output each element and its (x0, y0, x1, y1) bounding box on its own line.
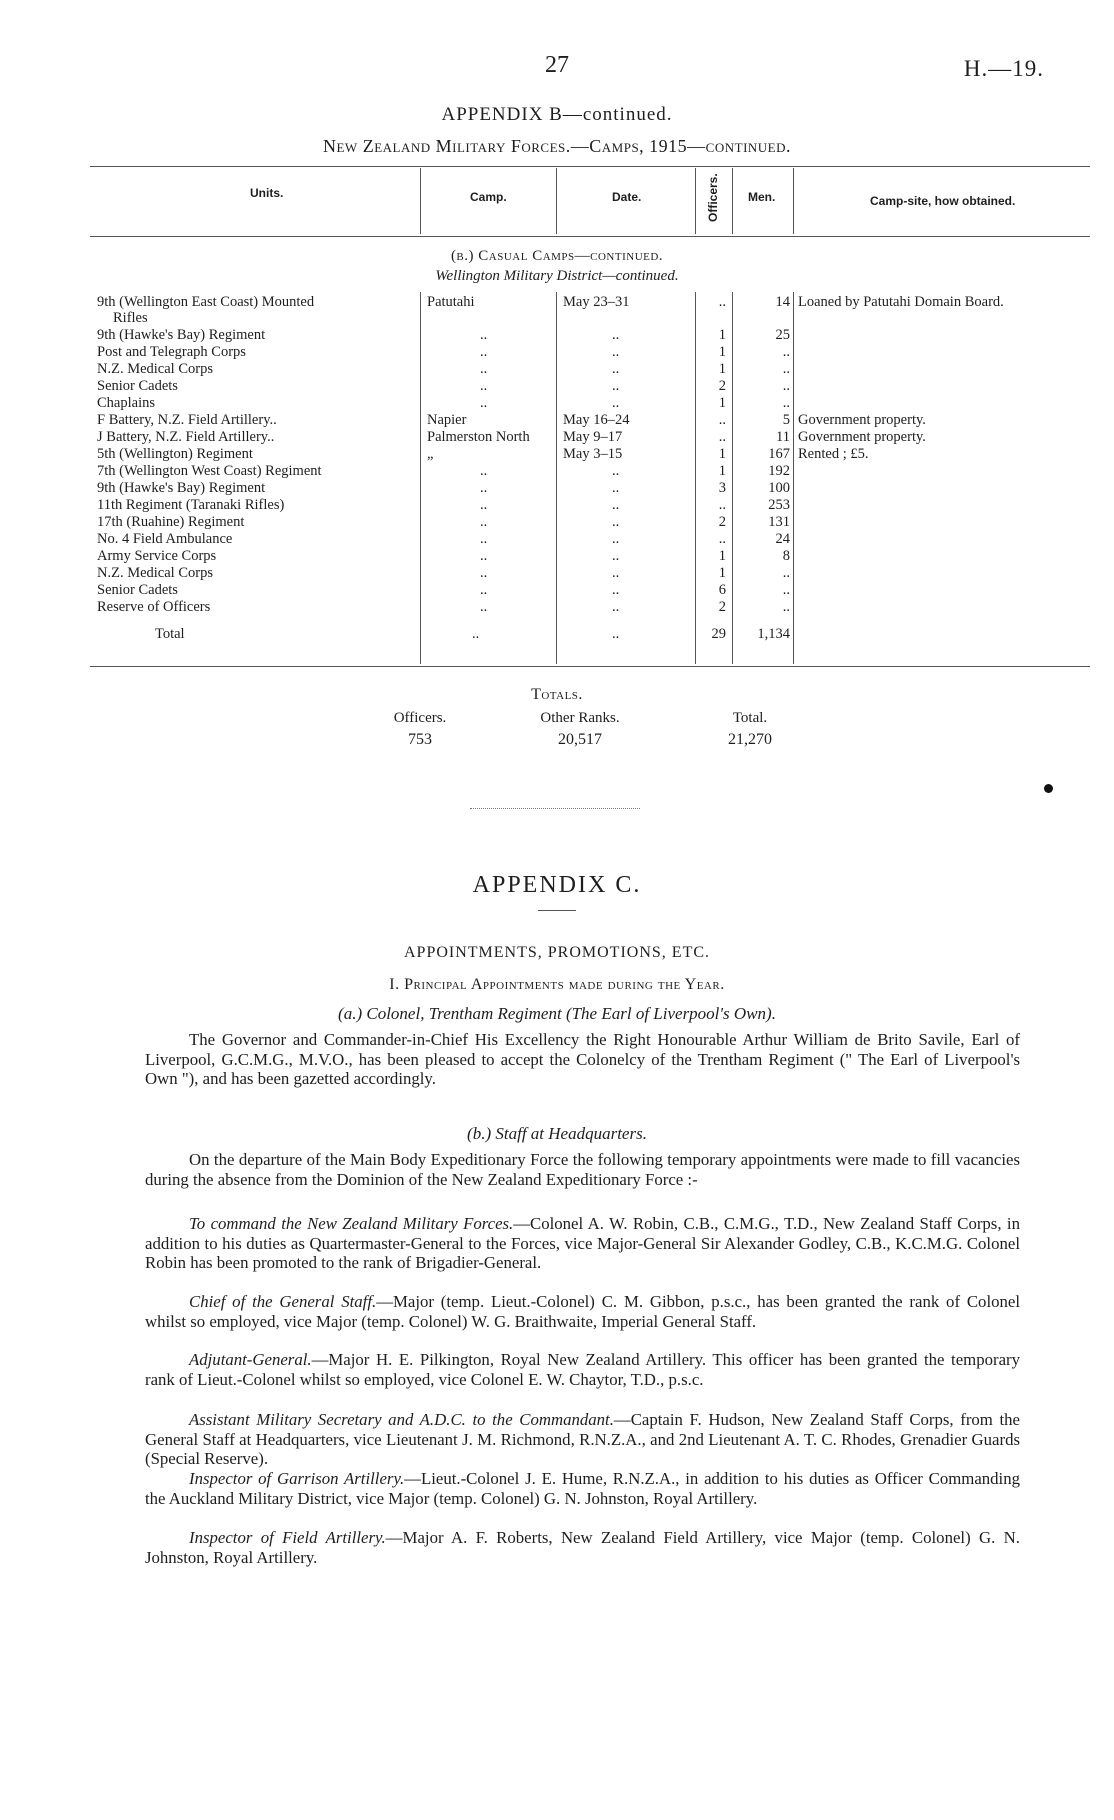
camp-cell: .. (480, 531, 488, 547)
col-header-officers: Officers. (706, 173, 720, 223)
table-row (0, 294, 1114, 310)
unit-cell: 9th (Hawke's Bay) Regiment (97, 480, 266, 496)
section-heading: (b.) Casual Camps—continued. (450, 248, 664, 264)
col-header-camp: Camp. (470, 190, 507, 204)
date-cell: .. (612, 463, 620, 479)
table-row (0, 412, 1114, 428)
date-cell: .. (612, 497, 620, 513)
men-cell: 192 (768, 463, 790, 479)
ink-dot (1044, 784, 1053, 793)
officers-cell: 1 (718, 395, 726, 411)
unit-cell: Post and Telegraph Corps (97, 344, 246, 360)
table-bottom-rule (90, 666, 1090, 667)
date-cell: May 9–17 (563, 429, 623, 445)
date-cell: May 16–24 (563, 412, 630, 428)
unit-cell: 7th (Wellington West Coast) Regiment (97, 463, 322, 479)
appointment-text: —Major H. E. Pilkington, Royal New Zealand Artillery. This officer has been granted the temporary rank of Lieut.-Colonel whilst so employed, vice Colonel E. W. Chaytor, T.D., p.s.c. (145, 1350, 1020, 1389)
paragraph-a: The Governor and Commander-in-Chief His Excellency the Right Honourable Arthur William de Brito Savile, Earl of Liverpool, G.C.M.G., M.V.O., has been pleased to accept the Colonelcy of the Trentham Regiment (" The Earl of Liverpool's Own "), and has been gazetted accordingly. (145, 1030, 1020, 1088)
appointment-item (145, 1410, 1020, 1469)
officers-cell: 1 (718, 463, 726, 479)
officers-cell: .. (718, 531, 726, 547)
appointment-text: —Major (temp. Lieut.-Colonel) C. M. Gibbon, p.s.c., has been granted the rank of Colonel whilst so employed, vice Major (temp. Colonel) W. G. Braithwaite, Imperial General Staff. (145, 1292, 1020, 1331)
forces-camps-title: New Zealand Military Forces.—Camps, 1915—continued. (322, 136, 792, 156)
col-header-men: Men. (748, 190, 776, 204)
camp-cell: .. (480, 514, 488, 530)
paragraph-b-intro: On the departure of the Main Body Expeditionary Force the following temporary appointments were made to fill vacancies during the absence from the Dominion of the New Zealand Expeditionary Force :- (145, 1150, 1020, 1189)
table-top-rule (90, 166, 1090, 167)
officers-cell: 1 (718, 344, 726, 360)
table-row (0, 463, 1114, 479)
appointment-item (145, 1469, 1020, 1508)
camp-cell: .. (480, 582, 488, 598)
men-cell: .. (782, 361, 790, 377)
men-cell: 100 (768, 480, 790, 496)
totals-total-value: 21,270 (728, 731, 772, 748)
col-header-site: Camp-site, how obtained. (870, 194, 1016, 208)
officers-cell: .. (718, 294, 726, 310)
men-cell: 25 (775, 327, 790, 343)
date-cell: .. (612, 582, 620, 598)
table-row (0, 548, 1114, 564)
date-cell: .. (612, 327, 620, 343)
camp-cell: Patutahi (427, 294, 475, 310)
subsection-a-heading: (a.) Colonel, Trentham Regiment (The Earl of Liverpool's Own). (338, 1004, 776, 1023)
date-cell: .. (612, 531, 620, 547)
appointment-role: Chief of the General Staff. (189, 1292, 377, 1311)
site-cell: Government property. (798, 412, 926, 428)
table-row (0, 480, 1114, 496)
table-row (0, 361, 1114, 377)
camp-cell: Napier (427, 412, 467, 428)
unit-cell: 11th Regiment (Taranaki Rifles) (97, 497, 285, 513)
table-row (0, 565, 1114, 581)
unit-cell: 17th (Ruahine) Regiment (97, 514, 245, 530)
table-row (0, 582, 1114, 598)
appendix-c-subtitle: APPOINTMENTS, PROMOTIONS, ETC. (403, 944, 711, 961)
total-men: 1,134 (757, 626, 790, 642)
site-cell: Government property. (798, 429, 926, 445)
camp-cell: .. (480, 395, 488, 411)
appointment-item (145, 1214, 1020, 1273)
camp-cell: .. (480, 599, 488, 615)
appointment-role: Inspector of Garrison Artillery. (189, 1469, 405, 1488)
totals-officers-value: 753 (408, 731, 432, 748)
unit-cell: Chaplains (97, 395, 155, 411)
men-cell: 11 (776, 429, 790, 445)
men-cell: 8 (782, 548, 790, 564)
appointment-text: —Captain F. Hudson, New Zealand Staff Corps, from the General Staff at Headquarters, vice Lieutenant J. M. Richmond, R.N.Z.A., and 2nd Lieutenant A. T. C. Rhodes, Grenadier Guards (Special Reserve). (145, 1410, 1020, 1468)
date-cell: .. (612, 565, 620, 581)
unit-cell: J Battery, N.Z. Field Artillery.. (97, 429, 275, 445)
appointment-text: —Lieut.-Colonel J. E. Hume, R.N.Z.A., in addition to his duties as Officer Commanding the Auckland Military District, vice Major (temp. Colonel) G. N. Johnston, Royal Artillery. (145, 1469, 1020, 1508)
officers-cell: 1 (718, 327, 726, 343)
men-cell: 167 (768, 446, 790, 462)
table-row (0, 514, 1114, 530)
appointment-item (145, 1528, 1020, 1567)
camp-cell: „ (427, 446, 434, 462)
total-officers: 29 (711, 626, 726, 642)
men-cell: .. (782, 582, 790, 598)
camp-cell: .. (480, 480, 488, 496)
men-cell: 253 (768, 497, 790, 513)
unit-cell: F Battery, N.Z. Field Artillery.. (97, 412, 277, 428)
totals-total-label: Total. (732, 710, 768, 726)
unit-cell: N.Z. Medical Corps (97, 565, 213, 581)
col-header-units: Units. (250, 186, 284, 200)
appointment-role: Assistant Military Secretary and A.D.C. to the Commandant. (189, 1410, 614, 1429)
date-cell: .. (612, 378, 620, 394)
table-row (0, 395, 1114, 411)
unit-cell: Reserve of Officers (97, 599, 211, 615)
unit-cell: Army Service Corps (97, 548, 217, 564)
officers-cell: 1 (718, 548, 726, 564)
table-row (0, 310, 1114, 326)
site-cell: Rented ; £5. (798, 446, 869, 462)
camp-cell: Palmerston North (427, 429, 530, 445)
total-camp: .. (472, 626, 480, 642)
totals-other-value: 20,517 (558, 731, 602, 748)
date-cell: .. (612, 344, 620, 360)
date-cell: .. (612, 548, 620, 564)
document-reference: H.—19. (963, 56, 1044, 81)
appointment-text: —Major A. F. Roberts, New Zealand Field Artillery, vice Major (temp. Colonel) G. N. Johnston, Royal Artillery. (145, 1528, 1020, 1567)
subsection-b-heading: (b.) Staff at Headquarters. (467, 1124, 647, 1143)
men-cell: .. (782, 344, 790, 360)
table-total-row (0, 626, 1114, 642)
officers-cell: 1 (718, 361, 726, 377)
officers-cell: 3 (718, 480, 726, 496)
separator-rule (470, 808, 640, 809)
total-date: .. (612, 626, 620, 642)
camp-cell: .. (480, 378, 488, 394)
section-1-heading: I. Principal Appointments made during the Year. (389, 976, 725, 993)
camp-cell: .. (480, 565, 488, 581)
unit-cell: 9th (Wellington East Coast) Mounted (97, 294, 315, 310)
appointment-item (145, 1350, 1020, 1389)
totals-officers-label: Officers. (393, 710, 447, 726)
date-cell: .. (612, 514, 620, 530)
totals-other-label: Other Ranks. (540, 710, 620, 726)
officers-cell: 1 (718, 565, 726, 581)
men-cell: 5 (782, 412, 790, 428)
date-cell: .. (612, 361, 620, 377)
table-row (0, 378, 1114, 394)
total-label: Total (155, 626, 185, 642)
date-cell: .. (612, 599, 620, 615)
table-header-rule (90, 236, 1090, 237)
officers-cell: 2 (718, 378, 726, 394)
men-cell: .. (782, 378, 790, 394)
unit-cell: 9th (Hawke's Bay) Regiment (97, 327, 266, 343)
camp-cell: .. (480, 463, 488, 479)
men-cell: 131 (768, 514, 790, 530)
men-cell: .. (782, 565, 790, 581)
officers-cell: 2 (718, 599, 726, 615)
table-row (0, 599, 1114, 615)
table-row (0, 497, 1114, 513)
camp-cell: .. (480, 327, 488, 343)
date-cell: May 3–15 (563, 446, 623, 462)
table-row (0, 446, 1114, 462)
appendix-b-title: APPENDIX B—continued. (441, 104, 673, 125)
unit-cell: Senior Cadets (97, 582, 178, 598)
officers-cell: .. (718, 412, 726, 428)
appointment-role: Inspector of Field Artillery. (189, 1528, 386, 1547)
officers-cell: 6 (718, 582, 726, 598)
totals-heading: Totals. (531, 686, 583, 703)
col-divider (732, 168, 733, 234)
appointment-role: To command the New Zealand Military Forces. (189, 1214, 514, 1233)
unit-cell: Senior Cadets (97, 378, 178, 394)
camp-cell: .. (480, 497, 488, 513)
unit-cell: Rifles (113, 310, 148, 326)
camp-cell: .. (480, 344, 488, 360)
site-cell: Loaned by Patutahi Domain Board. (798, 294, 1004, 310)
men-cell: 14 (775, 294, 790, 310)
camp-cell: .. (480, 548, 488, 564)
officers-cell: 1 (718, 446, 726, 462)
section-subheading: Wellington Military District—continued. (435, 268, 679, 284)
col-divider (793, 168, 794, 234)
appointment-role: Adjutant-General. (189, 1350, 312, 1369)
officers-cell: .. (718, 497, 726, 513)
men-cell: .. (782, 599, 790, 615)
date-cell: .. (612, 480, 620, 496)
page-number: 27 (545, 52, 569, 78)
appointment-text: —Colonel A. W. Robin, C.B., C.M.G., T.D., New Zealand Staff Corps, in addition to his duties as Quartermaster-General to the Forces, vice Major-General Sir Alexander Godley, C.B., K.C.M.G. Colonel Robin has been promoted to the rank of Brigadier-General. (145, 1214, 1020, 1272)
officers-cell: .. (718, 429, 726, 445)
men-cell: .. (782, 395, 790, 411)
men-cell: 24 (775, 531, 790, 547)
appointment-item (145, 1292, 1020, 1331)
camp-cell: .. (480, 361, 488, 377)
table-row (0, 344, 1114, 360)
col-divider (695, 168, 696, 234)
col-divider (420, 168, 421, 234)
table-row (0, 429, 1114, 445)
col-header-date: Date. (612, 190, 642, 204)
unit-cell: 5th (Wellington) Regiment (97, 446, 253, 462)
col-divider (556, 168, 557, 234)
appendix-c-title: APPENDIX C. (472, 872, 642, 898)
date-cell: .. (612, 395, 620, 411)
table-row (0, 531, 1114, 547)
unit-cell: N.Z. Medical Corps (97, 361, 213, 377)
unit-cell: No. 4 Field Ambulance (97, 531, 233, 547)
date-cell: May 23–31 (563, 294, 630, 310)
title-rule (538, 910, 576, 911)
officers-cell: 2 (718, 514, 726, 530)
table-row (0, 327, 1114, 343)
